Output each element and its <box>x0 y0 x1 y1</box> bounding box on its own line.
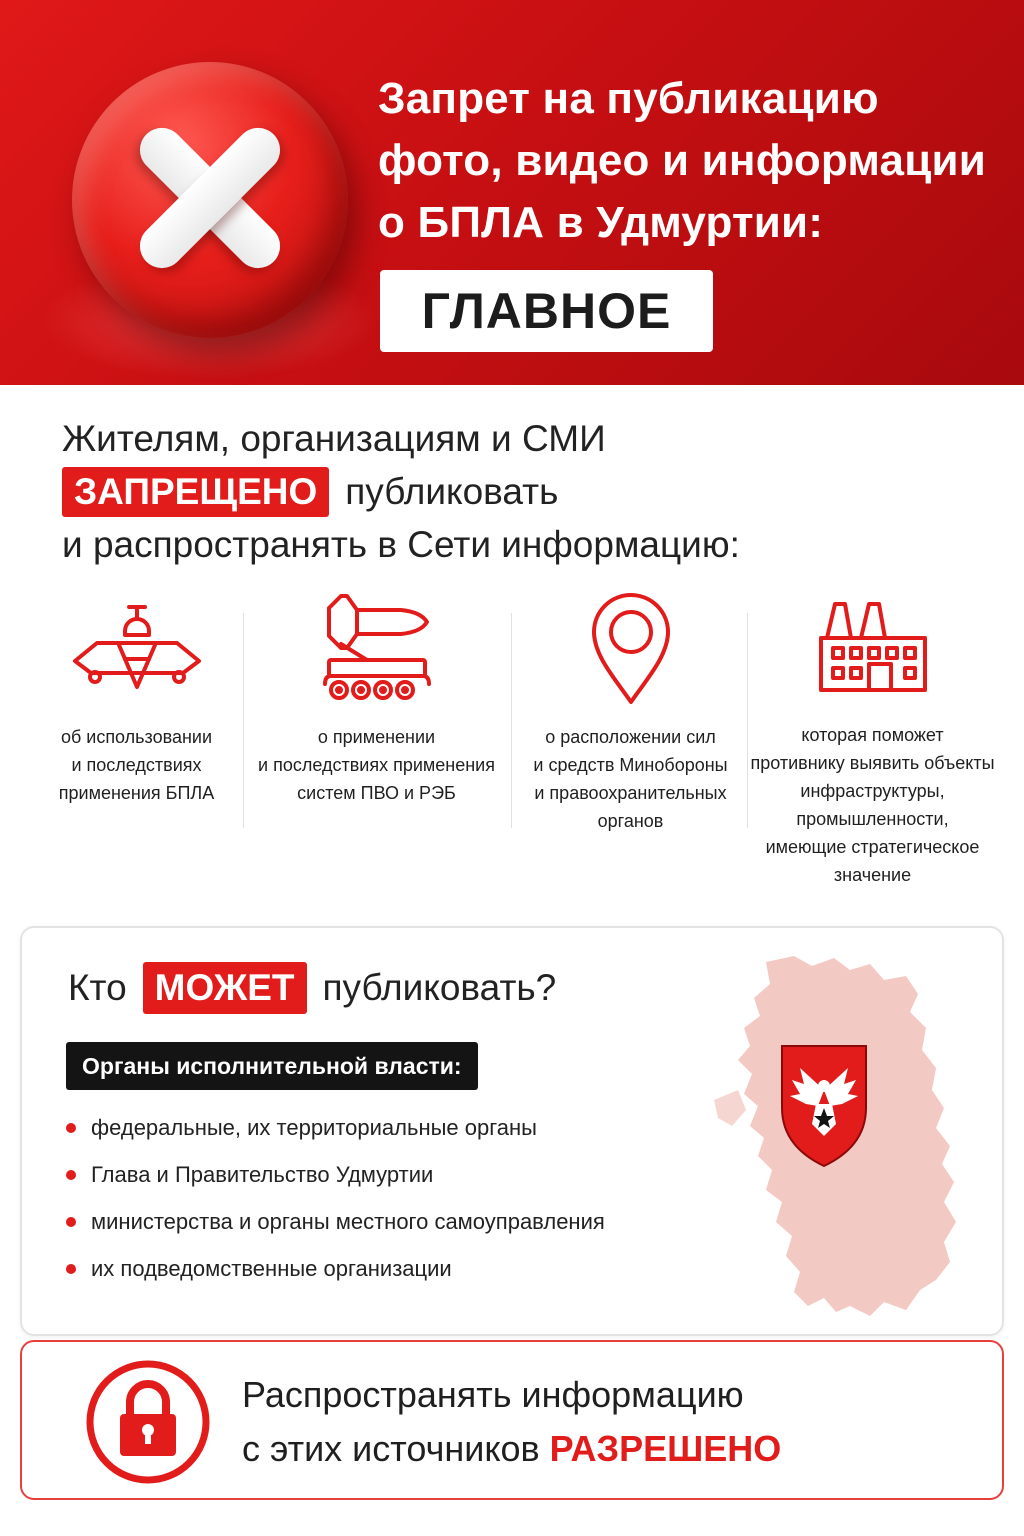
prohibited-item <box>254 585 499 905</box>
can-badge: МОЖЕТ <box>143 962 307 1014</box>
prohibited-list <box>14 585 1010 905</box>
column-divider <box>747 613 748 828</box>
bullet-dot-icon <box>66 1264 76 1274</box>
column-divider <box>243 613 244 828</box>
who-prefix: Кто <box>68 967 127 1008</box>
item-text-line: противнику выявить объекты <box>750 753 995 773</box>
item-text-line: значение <box>833 865 912 885</box>
item-text-line: о расположении сил <box>545 727 716 747</box>
intro-line-2-rest: публиковать <box>345 471 559 512</box>
list-item-text: их подведомственные организации <box>91 1255 452 1281</box>
factory-icon <box>813 598 933 698</box>
item-text-line: и последствиях <box>71 755 202 775</box>
intro-line-2 <box>62 465 962 518</box>
bullet-dot-icon <box>66 1170 76 1180</box>
main-badge: ГЛАВНОЕ <box>380 270 713 352</box>
item-text-line: о применении <box>317 727 436 747</box>
prohibited-item <box>508 585 753 905</box>
close-x-icon <box>72 62 348 338</box>
who-title <box>68 962 556 1014</box>
organs-list <box>66 1104 686 1292</box>
item-text-line: и последствиях применения <box>258 755 495 775</box>
intro-line-3: и распространять в Сети информацию: <box>62 524 740 565</box>
intro-line-1: Жителям, организациям и СМИ <box>62 418 606 459</box>
missile-launcher-icon <box>317 588 437 708</box>
prohibited-item <box>14 585 259 905</box>
item-text-line: и правоохранительных <box>534 783 727 803</box>
list-item <box>66 1198 686 1245</box>
drone-icon <box>67 603 207 693</box>
bullet-dot-icon <box>66 1123 76 1133</box>
prohibited-badge: ЗАПРЕЩЕНО <box>62 467 329 517</box>
item-text-line: органов <box>597 811 664 831</box>
allowed-card <box>20 1340 1004 1500</box>
who-can-publish-card <box>20 926 1004 1336</box>
udmurtia-map-icon <box>674 950 974 1320</box>
list-item-text: Глава и Правительство Удмуртии <box>91 1161 434 1187</box>
item-text-line: промышленности, <box>796 809 949 829</box>
list-item <box>66 1245 686 1292</box>
header-title-line: фото, видео и информации <box>378 136 986 185</box>
item-text-line: имеющие стратегическое <box>765 837 980 857</box>
prohibited-item <box>750 585 995 905</box>
allowed-text <box>242 1368 781 1476</box>
bullet-dot-icon <box>66 1217 76 1227</box>
item-text-line: которая поможет <box>801 725 944 745</box>
allowed-line-2-prefix: с этих источников <box>242 1428 540 1469</box>
item-text-line: и средств Минобороны <box>533 755 728 775</box>
item-text-line: применения БПЛА <box>58 783 215 803</box>
organs-label: Органы исполнительной власти: <box>66 1042 478 1090</box>
list-item-text: министерства и органы местного самоуправления <box>91 1208 605 1234</box>
list-item <box>66 1104 686 1151</box>
allowed-line-2 <box>242 1422 781 1476</box>
item-text-line: инфраструктуры, <box>800 781 945 801</box>
header-banner <box>0 0 1024 385</box>
intro-text <box>62 412 962 571</box>
header-title <box>378 68 1008 254</box>
item-text-line: об использовании <box>60 727 213 747</box>
padlock-icon <box>84 1358 212 1486</box>
allowed-badge: РАЗРЕШЕНО <box>549 1428 782 1469</box>
who-suffix: публиковать? <box>322 967 557 1008</box>
map-pin-icon <box>586 588 676 708</box>
list-item-text: федеральные, их территориальные органы <box>91 1114 537 1140</box>
header-title-line: о БПЛА в Удмуртии: <box>378 198 824 247</box>
allowed-line-1: Распространять информацию <box>242 1374 744 1415</box>
header-title-line: Запрет на публикацию <box>378 74 879 123</box>
list-item <box>66 1151 686 1198</box>
item-text-line: систем ПВО и РЭБ <box>297 783 456 803</box>
